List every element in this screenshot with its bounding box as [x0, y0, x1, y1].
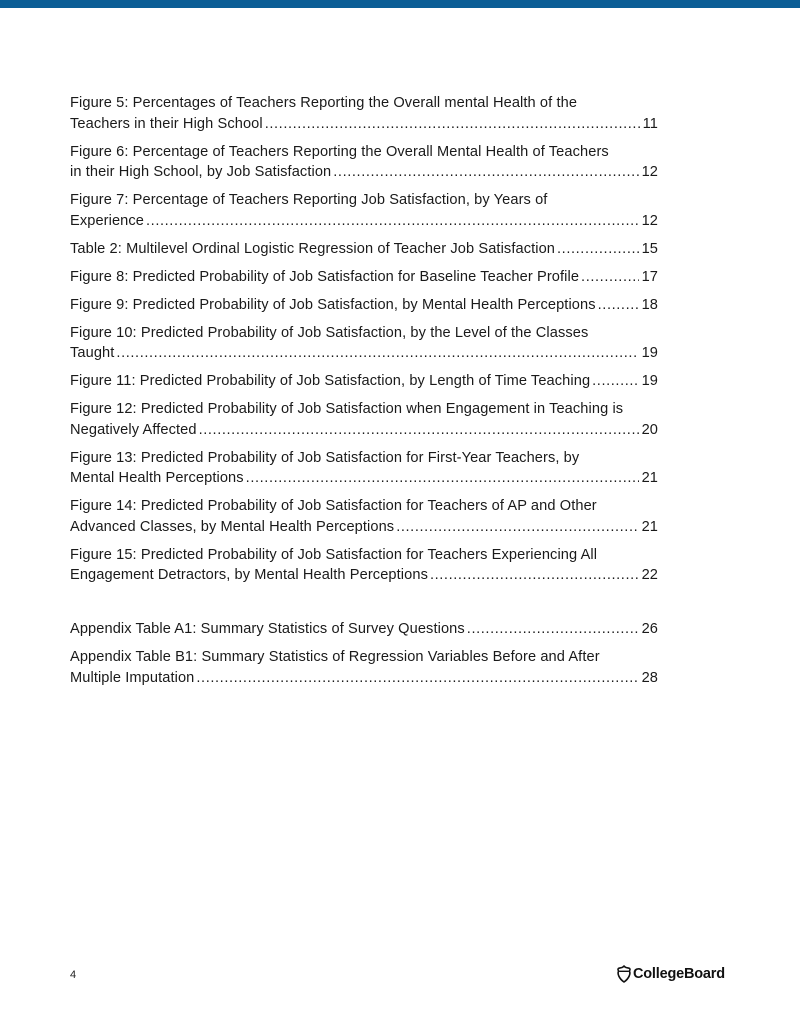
appendix-list — [70, 619, 658, 688]
dot-leader — [116, 343, 638, 364]
toc-entry-title: Advanced Classes, by Mental Health Perceptions — [70, 518, 395, 535]
logo-text: CollegeBoard — [633, 966, 725, 982]
toc-entry-last-line — [70, 517, 658, 538]
dot-leader — [265, 114, 640, 135]
toc-entry[interactable] — [70, 647, 658, 688]
dot-leader — [396, 517, 638, 538]
acorn-icon — [617, 965, 631, 983]
page-number: 4 — [70, 969, 77, 981]
toc-entry-title: Figure 8: Predicted Probability of Job Satisfaction for Baseline Teacher Profile — [70, 268, 580, 285]
toc-entry[interactable] — [70, 267, 658, 288]
toc-entry-title-line: Figure 6: Percentage of Teachers Reporting the Overall Mental Health of Teachers — [70, 143, 609, 160]
toc-entry-page-number: 20 — [641, 421, 658, 438]
toc-entry-page-number: 12 — [641, 164, 658, 180]
figures-list — [70, 93, 658, 586]
toc-entry-title: Negatively Affected — [70, 421, 197, 438]
toc-entry-title: Appendix Table A1: Summary Statistics of Survey Questions — [70, 621, 465, 637]
toc-entry-title: Figure 11: Predicted Probability of Job Satisfaction, by Length of Time Teaching — [70, 373, 591, 389]
toc-entry-page-number: 19 — [641, 373, 658, 389]
toc-entry-title: Table 2: Multilevel Ordinal Logistic Regression of Teacher Job Satisfaction — [70, 240, 556, 257]
toc-entry-title: Mental Health Perceptions — [70, 470, 244, 486]
toc-entry-last-line — [70, 162, 658, 183]
toc-entry-title-line: Figure 10: Predicted Probability of Job Satisfaction, by the Level of the Classes — [70, 324, 589, 341]
toc-entry-page-number: 22 — [641, 567, 658, 583]
section-gap — [70, 593, 658, 619]
toc-entry-last-line — [70, 211, 658, 232]
toc-entry-last-line — [70, 114, 658, 135]
toc-entry[interactable] — [70, 295, 658, 316]
toc-entry-page-number: 15 — [641, 240, 658, 257]
toc-entry-title-line: Figure 12: Predicted Probability of Job Satisfaction when Engagement in Teaching is — [70, 401, 624, 417]
toc-entry-last-line — [70, 239, 658, 260]
toc-entry-title-line: Appendix Table B1: Summary Statistics of Regression Variables Before and After — [70, 649, 600, 665]
toc-entry-page-number: 19 — [641, 345, 658, 361]
toc-entry-page-number: 28 — [641, 669, 658, 686]
toc-entry-page-number: 17 — [641, 268, 658, 285]
dot-leader — [592, 371, 638, 392]
toc-entry-title-line: Figure 14: Predicted Probability of Job Satisfaction for Teachers of AP and Other — [70, 498, 597, 514]
toc-entry-title-line: Figure 15: Predicted Probability of Job Satisfaction for Teachers Experiencing All — [70, 546, 598, 563]
toc-entry-last-line — [70, 267, 658, 288]
toc-entry-title: Multiple Imputation — [70, 669, 195, 686]
toc-entry-title-line: Figure 5: Percentages of Teachers Reporting the Overall mental Health of the — [70, 95, 578, 111]
dot-leader — [467, 619, 639, 640]
toc-entry-page-number: 12 — [641, 212, 658, 229]
toc-entry[interactable] — [70, 448, 658, 489]
toc-entry-last-line — [70, 371, 658, 392]
toc-entry-last-line — [70, 668, 658, 689]
toc-entry[interactable] — [70, 371, 658, 392]
toc-entry-title: Figure 9: Predicted Probability of Job Satisfaction, by Mental Health Perceptions — [70, 296, 596, 313]
toc-entry-last-line — [70, 295, 658, 316]
table-of-figures — [70, 93, 658, 696]
toc-entry[interactable] — [70, 619, 658, 640]
dot-leader — [581, 267, 639, 288]
toc-entry-last-line — [70, 468, 658, 489]
toc-entry[interactable] — [70, 142, 658, 183]
header-bar — [0, 0, 800, 8]
toc-entry-page-number: 11 — [642, 115, 658, 132]
dot-leader — [333, 162, 638, 183]
toc-entry-title: Taught — [70, 345, 115, 361]
toc-entry-last-line — [70, 343, 658, 364]
toc-entry-page-number: 18 — [641, 296, 658, 313]
toc-entry-page-number: 21 — [641, 470, 658, 486]
toc-entry-title-line: Figure 13: Predicted Probability of Job Satisfaction for First-Year Teachers, by — [70, 449, 580, 466]
dot-leader — [246, 468, 639, 489]
dot-leader — [430, 565, 639, 586]
toc-entry[interactable] — [70, 545, 658, 586]
toc-entry[interactable] — [70, 399, 658, 440]
toc-entry-last-line — [70, 619, 658, 640]
toc-entry-title: in their High School, by Job Satisfaction — [70, 164, 332, 180]
dot-leader — [557, 239, 639, 260]
toc-entry-page-number: 26 — [641, 621, 658, 637]
toc-entry[interactable] — [70, 496, 658, 537]
toc-entry-page-number: 21 — [641, 518, 658, 535]
toc-entry[interactable] — [70, 190, 658, 231]
toc-entry[interactable] — [70, 93, 658, 134]
dot-leader — [199, 420, 639, 441]
dot-leader — [598, 295, 639, 316]
toc-entry-title-line: Figure 7: Percentage of Teachers Reporting Job Satisfaction, by Years of — [70, 192, 548, 208]
toc-entry[interactable] — [70, 323, 658, 364]
toc-entry-last-line — [70, 420, 658, 441]
toc-entry[interactable] — [70, 239, 658, 260]
toc-entry-title: Engagement Detractors, by Mental Health Perceptions — [70, 567, 428, 583]
toc-entry-title: Experience — [70, 212, 145, 229]
dot-leader — [196, 668, 638, 689]
collegeboard-logo — [617, 963, 725, 985]
toc-entry-title: Teachers in their High School — [70, 115, 263, 132]
toc-entry-last-line — [70, 565, 658, 586]
dot-leader — [146, 211, 639, 232]
